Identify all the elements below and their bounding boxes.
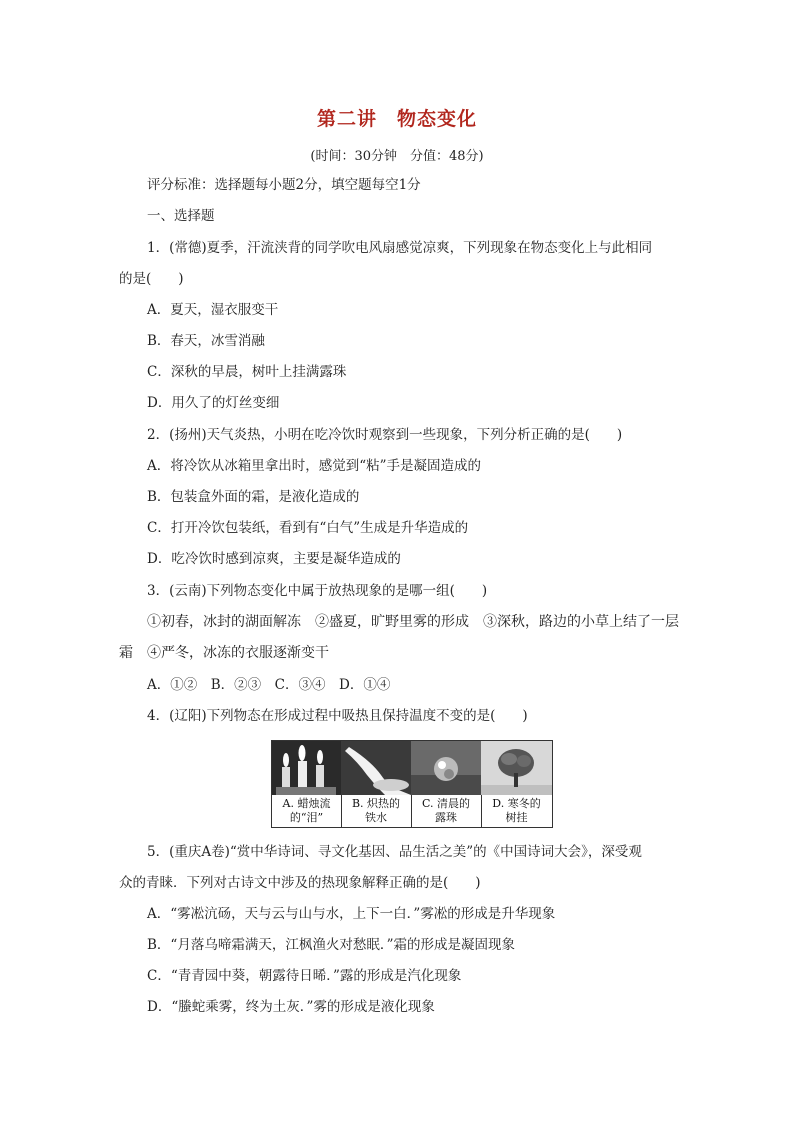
q3-stem: 3．(云南)下列物态变化中属于放热现象的是哪一组( )	[147, 583, 488, 599]
q1-option-d: D．用久了的灯丝变细	[147, 395, 280, 411]
q4-caption-c: C. 清晨的 露珠	[421, 797, 471, 824]
q4-panel-b	[341, 741, 412, 827]
molten-iron-photo	[341, 741, 411, 795]
q4-figure	[271, 740, 553, 828]
q4-panel-a	[272, 741, 342, 827]
q3-items-line2: 霜 ④严冬，冰冻的衣服逐渐变干	[119, 645, 329, 661]
q2-option-b: B．包装盒外面的霜，是液化造成的	[147, 489, 360, 505]
q5-option-c: C．“青青园中葵，朝露待日晞．”露的形成是汽化现象	[147, 968, 462, 984]
q4-caption-d: D. 寒冬的 树挂	[492, 797, 541, 824]
q3-items-line1: ①初春，冰封的湖面解冻 ②盛夏，旷野里雾的形成 ③深秋，路边的小草上结了一层	[147, 614, 679, 630]
q5-option-d: D．“螣蛇乘雾，终为土灰．”雾的形成是液化现象	[147, 999, 435, 1015]
q4-stem: 4．(辽阳)下列物态在形成过程中吸热且保持温度不变的是( )	[147, 708, 528, 724]
dew-drop-photo	[411, 741, 481, 795]
q3-options: A．①② B．②③ C．③④ D．①④	[147, 677, 391, 693]
section-heading: 一、选择题	[147, 208, 215, 224]
q5-stem-line2: 众的青睐．下列对古诗文中涉及的热现象解释正确的是( )	[119, 875, 481, 891]
q5-option-a: A．“雾凇沆砀，天与云与山与水，上下一白．”雾凇的形成是升华现象	[147, 906, 556, 922]
q2-option-c: C．打开冷饮包装纸，看到有“白气”生成是升华造成的	[147, 520, 469, 536]
frosted-tree-photo	[481, 741, 552, 795]
q2-stem: 2．(扬州)天气炎热，小明在吃冷饮时观察到一些现象，下列分析正确的是( )	[147, 427, 623, 443]
scoring-criteria: 评分标准：选择题每小题2分，填空题每空1分	[147, 177, 421, 193]
q4-panel-c	[411, 741, 482, 827]
q2-option-a: A．将冷饮从冰箱里拿出时，感觉到“粘”手是凝固造成的	[147, 458, 482, 474]
q4-caption-a: A. 蜡烛流 的“泪”	[282, 797, 331, 824]
q1-stem-line1: 1．(常德)夏季，汗流浃背的同学吹电风扇感觉凉爽，下列现象在物态变化上与此相同	[147, 240, 653, 256]
page-title: 第二讲 物态变化	[316, 108, 477, 130]
q5-option-b: B．“月落乌啼霜满天，江枫渔火对愁眠．”霜的形成是凝固现象	[147, 937, 515, 953]
q1-stem-line2: 的是( )	[119, 271, 184, 287]
q4-caption-b: B. 炽热的 铁水	[351, 797, 401, 824]
candles-photo	[272, 741, 341, 795]
q4-panel-d	[481, 741, 552, 827]
q5-stem-line1: 5．(重庆A卷)“赏中华诗词、寻文化基因、品生活之美”的《中国诗词大会》，深受观	[147, 844, 642, 860]
q1-option-a: A．夏天，湿衣服变干	[147, 302, 279, 318]
time-score-info: (时间：30分钟 分值：48分)	[310, 149, 484, 164]
q1-option-c: C．深秋的早晨，树叶上挂满露珠	[147, 364, 347, 380]
q2-option-d: D．吃冷饮时感到凉爽，主要是凝华造成的	[147, 551, 401, 567]
q1-option-b: B．春天，冰雪消融	[147, 333, 265, 349]
